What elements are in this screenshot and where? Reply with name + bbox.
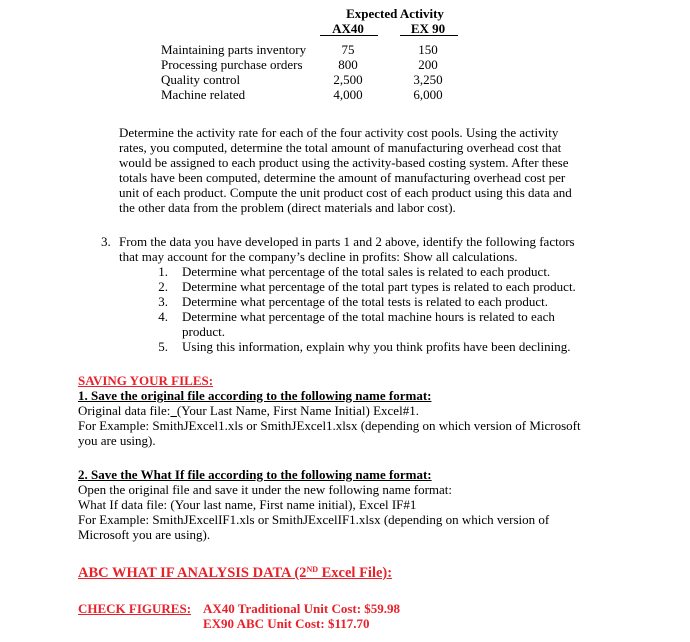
abc-title [78,566,392,581]
row-value-ax40: 4,000 [333,87,363,102]
saving-sec1-line3: you are using). [78,433,156,448]
sub-item-number: 1. [158,264,168,279]
instruction-line: the other data from the problem (direct materials and labor cost). [119,200,456,215]
sub-item-text: product. [182,324,225,339]
original-file-rest: (Your Last Name, First Name Initial) Excel#1. [176,403,419,418]
sub-item-text: Determine what percentage of the total sales is related to each product. [182,264,551,279]
sub-item-number: 5. [158,339,168,354]
sub-item-text: Determine what percentage of the total machine hours is related to each [182,309,555,324]
instruction-line: Determine the activity rate for each of the four activity cost pools. Using the activity [119,125,559,140]
saving-sec1-line1 [78,403,419,418]
col-underline-ax40 [320,35,378,36]
step-number: 3. [101,234,111,249]
col-header-ax40: AX40 [332,21,364,36]
original-file-prefix: Original data file: [78,403,171,418]
row-value-ex90: 150 [418,42,438,57]
saving-sec2-line1: Open the original file and save it under the new following name format: [78,482,452,497]
row-value-ax40: 75 [341,42,355,57]
check-figures-label: CHECK FIGURES: [78,601,192,616]
sub-item-text: Using this information, explain why you think profits have been declining. [182,339,571,354]
col-header-ex90: EX 90 [410,21,446,36]
check-figure-2: EX90 ABC Unit Cost: $117.70 [203,616,370,631]
step-line: that may account for the company’s decline in profits: Show all calculations. [119,249,518,264]
sub-item-number: 2. [158,279,168,294]
row-label: Machine related [161,87,246,102]
row-value-ax40: 800 [338,57,358,72]
row-value-ex90: 3,250 [413,72,443,87]
saving-sec2-line3: For Example: SmithJExcelIF1.xls or SmithJExcelIF1.xlsx (depending on which version of [78,512,550,527]
sub-item-text: Determine what percentage of the total tests is related to each product. [182,294,549,309]
row-value-ax40: 2,500 [333,72,363,87]
row-value-ex90: 6,000 [413,87,443,102]
saving-sec2-heading: 2. Save the What If file according to the following name format: [78,467,432,482]
saving-heading: SAVING YOUR FILES: [78,373,214,388]
saving-sec1-heading: 1. Save the original file according to the following name format: [78,388,432,403]
sub-item-number: 3. [158,294,168,309]
check-figure-1: AX40 Traditional Unit Cost: $59.98 [203,601,401,616]
sub-item-number: 4. [158,309,168,324]
instruction-line: totals have been computed, determine the amount of manufacturing overhead cost per [119,170,566,185]
abc-title-post: Excel File): [318,565,393,581]
row-label: Processing purchase orders [161,57,303,72]
instruction-line: would be assigned to each product using the activity-based costing system. After these [119,155,569,170]
row-value-ex90: 200 [418,57,438,72]
abc-title-pre: ABC WHAT IF ANALYSIS DATA (2 [78,565,307,581]
saving-sec2-line4: Microsoft you are using). [78,527,211,542]
sub-item-text: Determine what percentage of the total part types is related to each product. [182,279,576,294]
saving-sec1-line2: For Example: SmithJExcel1.xls or SmithJExcel1.xlsx (depending on which version of Microsoft [78,418,581,433]
step-line: From the data you have developed in parts 1 and 2 above, identify the following factors [119,234,575,249]
row-label: Maintaining parts inventory [161,42,307,57]
col-underline-ex90 [400,35,458,36]
table-header-title: Expected Activity [346,6,444,21]
saving-sec2-line2: What If data file: (Your last name, First name initial), Excel IF#1 [78,497,417,512]
instruction-line: unit of each product. Compute the unit product cost of each product using this data and [119,185,572,200]
row-label: Quality control [161,72,241,87]
instruction-line: rates, you computed, determine the total amount of manufacturing overhead cost that [119,140,562,155]
abc-title-sup: ND [306,565,318,574]
